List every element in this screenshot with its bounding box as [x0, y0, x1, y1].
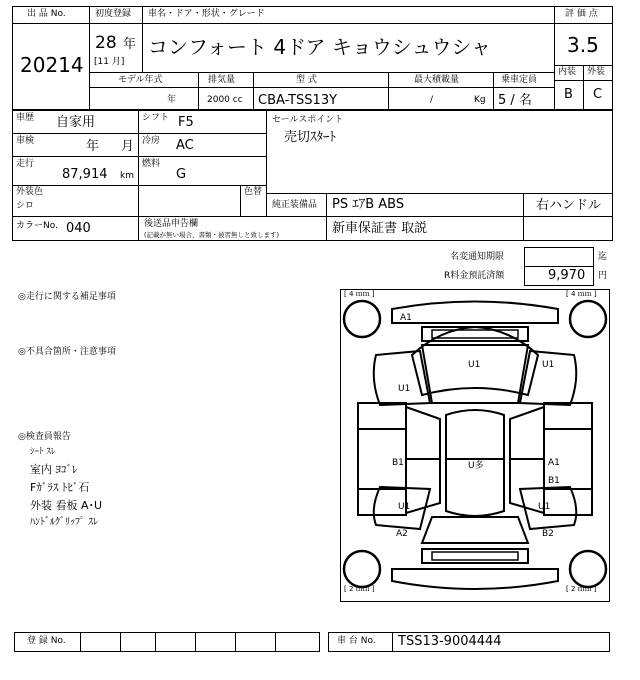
handle-value: 右ハンドル [536, 198, 602, 213]
rating-value: 3.5 [567, 33, 599, 57]
notice-unit: 迄 [598, 252, 608, 262]
tire-depth-rear-left: [ 2 ｍｍ ] [344, 585, 375, 593]
displacement-label: 排気量 [208, 75, 236, 85]
history-label: 車歴 [16, 113, 35, 123]
tire-depth-rear-right: [ 2 ｍｍ ] [566, 585, 597, 593]
inspector-title: ◎検査員報告 [18, 432, 71, 442]
shift-value: F5 [178, 115, 194, 130]
ac-label: 冷房 [142, 136, 161, 146]
inspector-line: 室内 ﾖｺﾞﾚ [30, 463, 78, 476]
model-year-unit: 年 [167, 95, 177, 105]
color-change-label: 色替 [244, 187, 263, 197]
damage-mark: A1 [400, 313, 412, 323]
inspection-year: 年 [86, 139, 100, 154]
notice-box [524, 247, 594, 267]
sales-point: 売切ｽﾀｰﾄ [284, 130, 337, 145]
reg-month: [11 月] [94, 57, 125, 67]
warranty-value: 新車保証書 取説 [332, 221, 428, 236]
recycle-value: 9,970 [548, 268, 586, 283]
ac-value: AC [176, 138, 194, 153]
lot-no-label: 出 品 No. [27, 9, 66, 19]
damage-mark: B1 [548, 476, 560, 486]
inspector-line: ﾊﾝﾄﾞﾙｸﾞﾘｯﾌﾟ ｽﾚ [30, 517, 99, 528]
mileage-unit: km [120, 171, 134, 181]
recycle-label: R料金預託済額 [444, 271, 505, 281]
vehicle-label: 車名・ドア・形状・グレード [148, 9, 265, 19]
inspector-line: ｼｰﾄ ｽﾚ [30, 447, 56, 457]
lot-no: 20214 [20, 53, 84, 77]
history-value: 自家用 [56, 115, 96, 130]
max-load-label: 最大積載量 [414, 75, 460, 85]
type-value: CBA-TSS13Y [258, 93, 338, 108]
chassis-label: 車 台 No. [337, 636, 376, 646]
inspection-label: 車検 [16, 136, 35, 146]
damage-mark: U1 [468, 360, 481, 370]
interior-label: 内装 [558, 67, 577, 77]
notice-label: 名変通知期限 [450, 252, 505, 262]
model-year-label: モデル年式 [118, 75, 163, 85]
vehicle-name: コンフォート 4ドア キョウシュウシャ [148, 35, 492, 59]
reg-year-unit: 年 [123, 37, 137, 52]
tire-depth-front-left: [ 4 ｍｍ ] [344, 290, 375, 298]
damage-mark: U1 [398, 384, 411, 394]
color-value: シロ [16, 201, 35, 211]
tire-depth-front-right: [ 4 ｍｍ ] [566, 290, 597, 298]
exterior-grade: C [593, 87, 603, 102]
defects-title: ◎不具合箇所・注意事項 [18, 347, 116, 357]
fuel-label: 燃料 [142, 159, 161, 169]
rating-label: 評 価 点 [565, 9, 598, 19]
mileage-value: 87,914 [62, 167, 108, 182]
equipment-label: 純正装備品 [272, 200, 318, 210]
interior-grade: B [564, 87, 573, 102]
type-label: 型 式 [296, 75, 317, 85]
damage-mark: B2 [542, 529, 554, 539]
damage-mark: U多 [468, 461, 484, 471]
first-reg-label: 初度登録 [95, 9, 132, 19]
inspector-line: Fｶﾞﾗｽ ﾄﾋﾞ石 [30, 481, 90, 494]
inspector-line: 外装 看板 A･U [30, 499, 103, 512]
car-outline-svg [340, 289, 610, 602]
color-no-label: カラーNo. [16, 221, 58, 231]
sales-point-label: セールスポイント [272, 115, 344, 125]
recycle-unit: 円 [598, 271, 608, 281]
capacity-label: 乗車定員 [501, 75, 538, 85]
chassis-no: TSS13-9004444 [398, 634, 502, 649]
color-no: 040 [66, 221, 91, 236]
displacement: 2000 cc [207, 95, 243, 105]
reg-year: 28 [95, 33, 117, 53]
capacity: 5 / 名 [498, 93, 532, 108]
inspection-month: 月 [121, 139, 135, 154]
max-load: / [430, 95, 434, 105]
damage-mark: B1 [392, 458, 404, 468]
mileage-label: 走行 [16, 159, 35, 169]
exterior-label: 外装 [587, 67, 606, 77]
damage-mark: U1 [398, 502, 411, 512]
max-load-unit: Kg [474, 95, 486, 105]
shift-label: シフト [142, 113, 170, 123]
equipment-value: PS ｴｱB ABS [332, 197, 405, 212]
post-report-label: 後送品申告欄 [144, 219, 199, 229]
damage-mark: U1 [542, 360, 555, 370]
fuel-value: G [176, 167, 187, 182]
driving-notes-title: ◎走行に関する補足事項 [18, 292, 116, 302]
damage-mark: U1 [538, 502, 551, 512]
post-report-note: (記載が無い場合、書類・被習無しと致します) [144, 231, 280, 239]
damage-mark: A2 [396, 529, 408, 539]
damage-mark: A1 [548, 458, 560, 468]
color-label: 外装色 [16, 187, 44, 197]
reg-no-label: 登 録 No. [27, 636, 66, 646]
